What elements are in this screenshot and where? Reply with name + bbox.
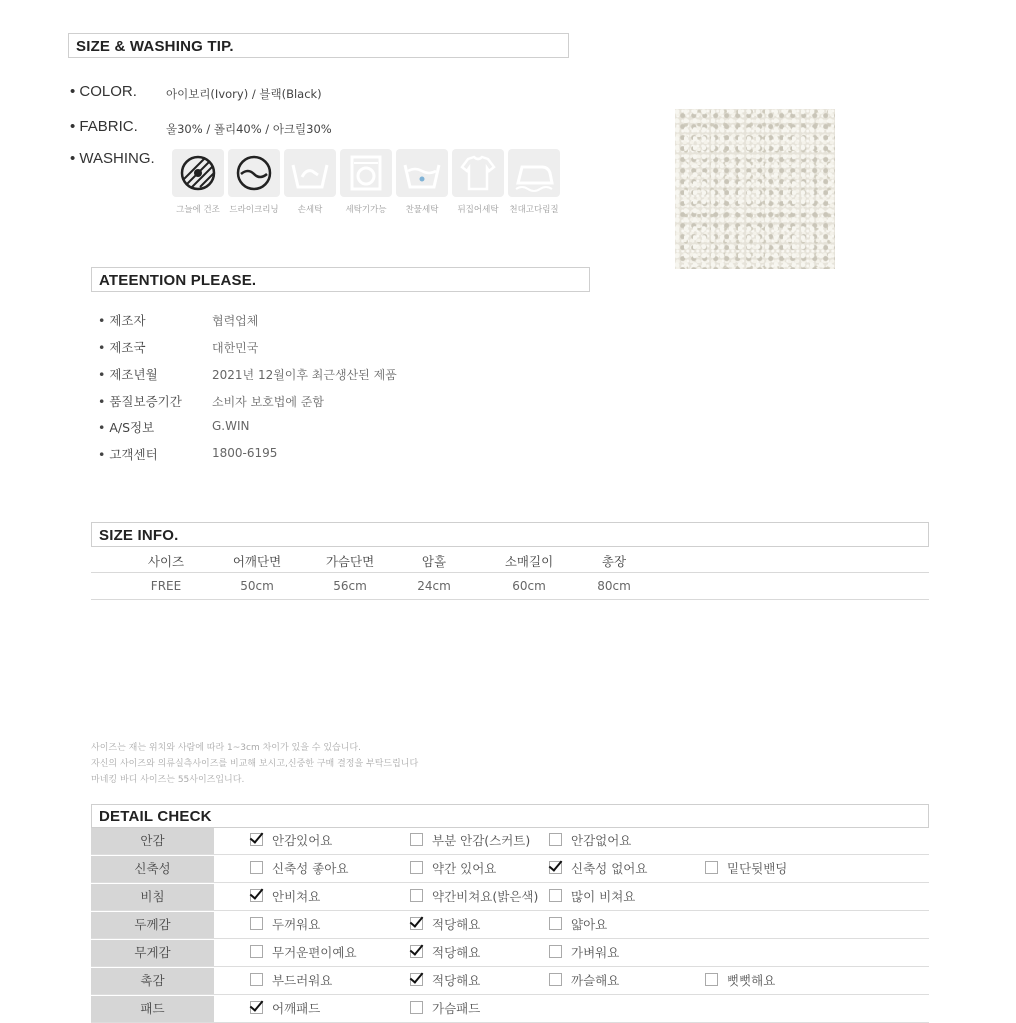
detail-option: 적당해요 xyxy=(410,968,480,994)
detail-option: 안비쳐요 xyxy=(250,884,320,910)
wash-caption: 손세탁 xyxy=(297,205,323,215)
size-value-cell: 60cm xyxy=(512,579,546,593)
attention-value: 대한민국 xyxy=(212,341,259,355)
attention-label: • 품질보증기간 xyxy=(98,394,182,409)
size-header-cell: 어깨단면 xyxy=(232,554,282,569)
attention-value: 소비자 보호법에 준함 xyxy=(212,395,324,409)
detail-option: 뻣뻣해요 xyxy=(705,968,775,994)
checkbox xyxy=(250,861,263,874)
wash-caption: 그늘에 건조 xyxy=(176,205,220,215)
checkbox xyxy=(410,1001,423,1014)
washing-label: • WASHING. xyxy=(70,150,155,167)
checkbox xyxy=(250,917,263,930)
turn-inside-out-icon xyxy=(452,149,504,197)
attention-label: • 고객센터 xyxy=(98,447,158,462)
size-header-cell: 소매길이 xyxy=(504,554,554,569)
color-label: • COLOR. xyxy=(70,83,137,100)
checkbox xyxy=(250,945,263,958)
detail-row xyxy=(91,912,929,939)
checkbox xyxy=(549,889,562,902)
detail-option: 신축성 없어요 xyxy=(549,856,647,882)
detail-option: 안감없어요 xyxy=(549,828,631,854)
attention-label: • 제조자 xyxy=(98,313,146,328)
size-value-cell: 24cm xyxy=(417,579,451,593)
size-header-cell: 총장 xyxy=(601,554,627,569)
wash-caption: 뒤집어세탁 xyxy=(457,205,499,215)
checkbox xyxy=(549,945,562,958)
detail-option: 많이 비쳐요 xyxy=(549,884,635,910)
detail-row-label: 무게감 xyxy=(91,940,214,966)
color-value: 아이보리(Ivory) / 블랙(Black) xyxy=(166,87,322,101)
detail-option: 얇아요 xyxy=(549,912,607,938)
size-note: 자신의 사이즈와 의류실측사이즈를 비교해 보시고,신중한 구매 결정을 부탁드립니다 xyxy=(91,759,419,769)
checkbox xyxy=(705,861,718,874)
size-bottom-divider xyxy=(91,599,929,600)
detail-row xyxy=(91,884,929,911)
attention-label: • 제조국 xyxy=(98,340,146,355)
checkbox xyxy=(410,889,423,902)
size-value-cell: 50cm xyxy=(240,579,274,593)
detail-check-title: DETAIL CHECK xyxy=(91,804,929,828)
detail-row-label: 신축성 xyxy=(91,856,214,882)
attention-section-title: ATEENTION PLEASE. xyxy=(91,267,590,292)
size-info-title: SIZE INFO. xyxy=(91,522,929,547)
checkbox xyxy=(410,861,423,874)
checkbox-checked xyxy=(410,945,423,958)
water-wash-icon xyxy=(396,149,448,197)
size-value-cell: FREE xyxy=(150,579,182,593)
wash-caption: 천대고다림질 xyxy=(509,205,559,215)
detail-row xyxy=(91,828,929,855)
attention-label: • 제조년월 xyxy=(98,367,158,382)
checkbox xyxy=(705,973,718,986)
size-note: 사이즈는 재는 위치와 사람에 따라 1~3cm 차이가 있을 수 있습니다. xyxy=(91,743,361,753)
detail-row-label: 안감 xyxy=(91,828,214,854)
checkbox-checked xyxy=(250,889,263,902)
detail-row xyxy=(91,968,929,995)
washing-section-title: SIZE & WASHING TIP. xyxy=(68,33,569,58)
checkbox-checked xyxy=(549,861,562,874)
checkbox xyxy=(549,833,562,846)
fabric-value: 울30% / 폴리40% / 아크릴30% xyxy=(166,122,332,136)
detail-option: 부드러워요 xyxy=(250,968,332,994)
detail-option: 부분 안감(스커트) xyxy=(410,828,530,854)
size-header-divider xyxy=(91,572,929,573)
checkbox-checked xyxy=(410,973,423,986)
checkbox xyxy=(549,917,562,930)
detail-row-label: 비침 xyxy=(91,884,214,910)
ironing-icon xyxy=(508,149,560,197)
checkbox-checked xyxy=(410,917,423,930)
detail-row xyxy=(91,856,929,883)
wash-caption: 찬물세탁 xyxy=(405,205,439,215)
checkbox-checked xyxy=(250,833,263,846)
machine-wash-icon xyxy=(340,149,392,197)
hand-wash-icon xyxy=(284,149,336,197)
fabric-label: • FABRIC. xyxy=(70,118,138,135)
detail-option: 적당해요 xyxy=(410,940,480,966)
checkbox-checked xyxy=(250,1001,263,1014)
detail-row xyxy=(91,940,929,967)
detail-row-label: 두께감 xyxy=(91,912,214,938)
checkbox xyxy=(250,973,263,986)
detail-option: 까슬해요 xyxy=(549,968,619,994)
size-header-cell: 사이즈 xyxy=(147,554,185,569)
attention-value: 2021년 12월이후 최근생산된 제품 xyxy=(212,368,397,382)
detail-option: 신축성 좋아요 xyxy=(250,856,348,882)
size-header-cell: 가슴단면 xyxy=(325,554,375,569)
detail-row xyxy=(91,996,929,1023)
fabric-swatch-image xyxy=(675,109,835,269)
checkbox xyxy=(549,973,562,986)
detail-option: 가슴패드 xyxy=(410,996,480,1022)
size-header-cell: 암홀 xyxy=(421,554,447,569)
attention-value: 1800-6195 xyxy=(212,446,278,460)
detail-option: 밑단뒷밴딩 xyxy=(705,856,787,882)
size-value-cell: 80cm xyxy=(597,579,631,593)
detail-option: 어깨패드 xyxy=(250,996,320,1022)
detail-row-label: 패드 xyxy=(91,996,214,1022)
detail-option: 약간비쳐요(밝은색) xyxy=(410,884,538,910)
detail-option: 가벼워요 xyxy=(549,940,619,966)
attention-value: 협력업체 xyxy=(212,314,259,328)
detail-option: 적당해요 xyxy=(410,912,480,938)
attention-label: • A/S정보 xyxy=(98,420,155,435)
size-note: 마네킹 바디 사이즈는 55사이즈입니다. xyxy=(91,775,245,785)
detail-option: 무거운편이예요 xyxy=(250,940,357,966)
wash-caption: 세탁기가능 xyxy=(345,205,387,215)
attention-value: G.WIN xyxy=(212,419,250,433)
wash-caption: 드라이크리닝 xyxy=(229,205,279,215)
shade-dry-icon xyxy=(172,149,224,197)
size-value-cell: 56cm xyxy=(333,579,367,593)
detail-option: 약간 있어요 xyxy=(410,856,496,882)
detail-option: 안감있어요 xyxy=(250,828,332,854)
checkbox xyxy=(410,833,423,846)
dry-clean-icon xyxy=(228,149,280,197)
detail-option: 두꺼워요 xyxy=(250,912,320,938)
detail-row-label: 촉감 xyxy=(91,968,214,994)
